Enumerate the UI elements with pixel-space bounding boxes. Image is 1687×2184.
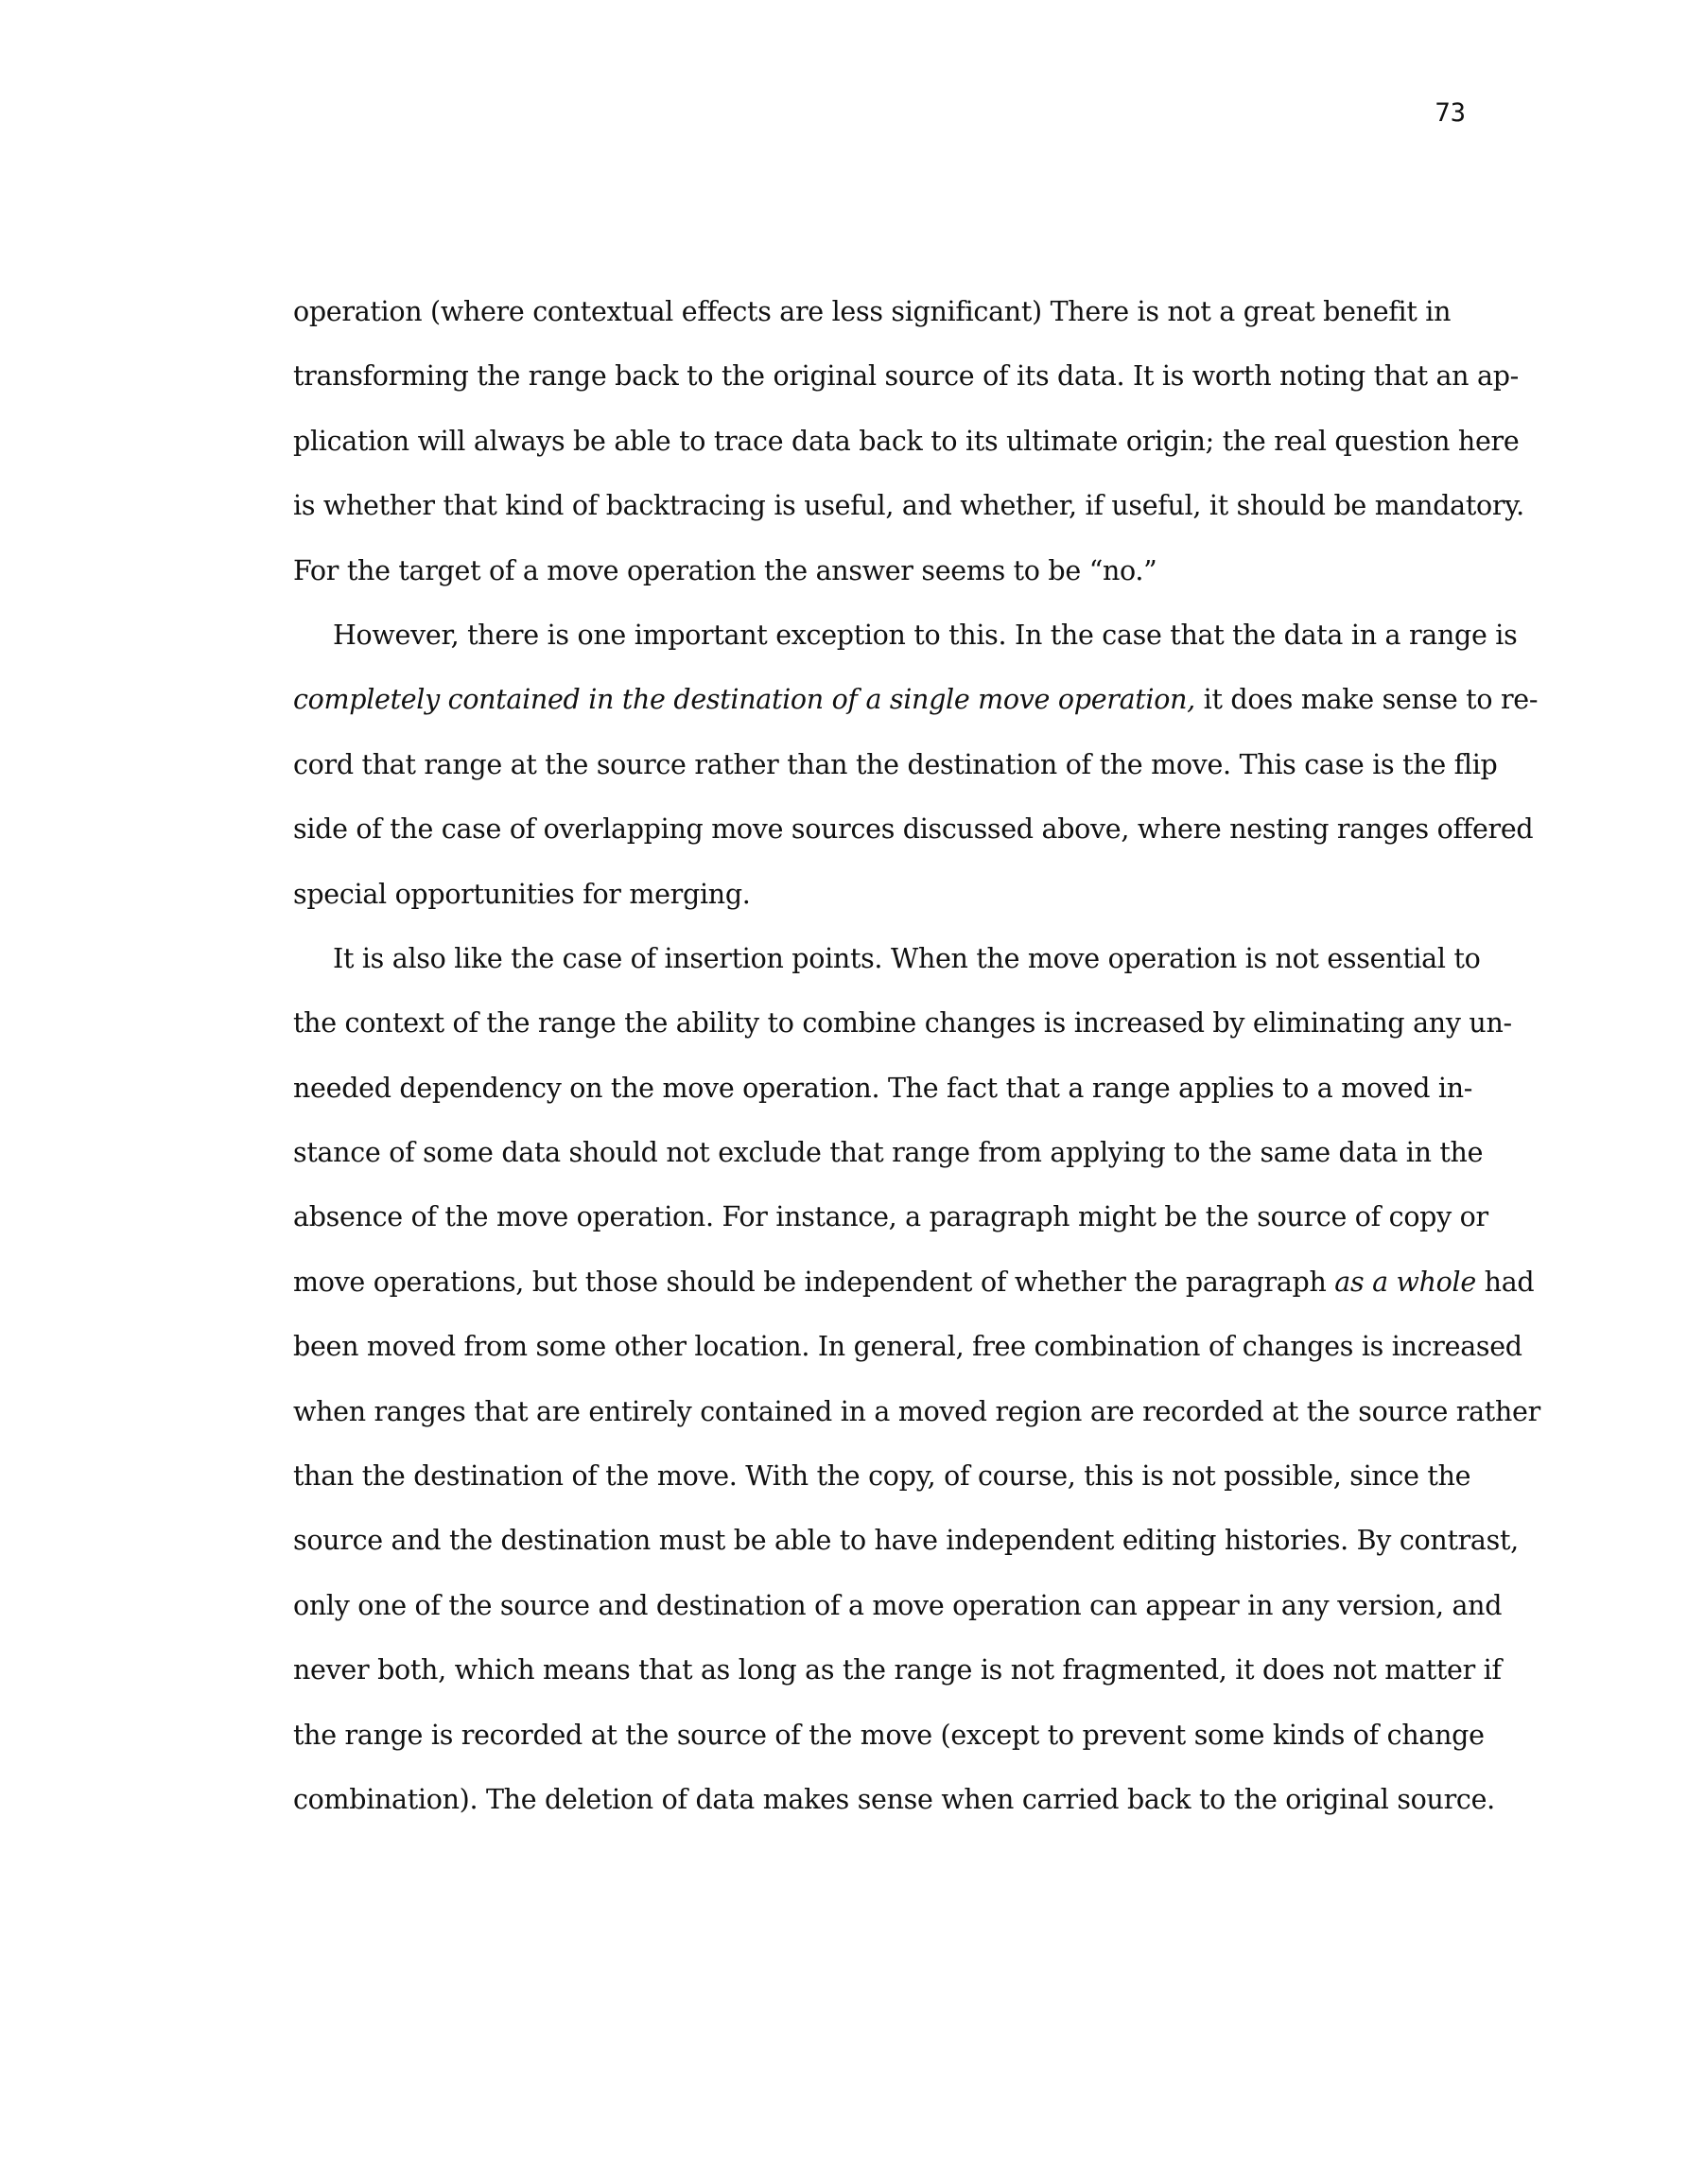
- text-line: It is also like the case of insertion points. When the move operation is not essential to: [333, 942, 1481, 974]
- text-line: when ranges that are entirely contained in a moved region are recorded at the source rather: [293, 1395, 1540, 1427]
- text-line: side of the case of overlapping move sources discussed above, where nesting ranges offered: [293, 813, 1534, 846]
- italic-phrase: completely contained in the destination of a single move operation,: [293, 684, 1195, 716]
- text-line: the range is recorded at the source of the move (except to prevent some kinds of change: [293, 1719, 1485, 1751]
- text-line: combination). The deletion of data makes sense when carried back to the original source.: [293, 1783, 1495, 1815]
- text-line: plication will always be able to trace data back to its ultimate origin; the real question here: [293, 425, 1520, 457]
- text-line: been moved from some other location. In general, free combination of changes is increased: [293, 1331, 1522, 1363]
- text-line: However, there is one important exception to this. In the case that the data in a range is: [333, 619, 1518, 651]
- text-line: the context of the range the ability to combine changes is increased by eliminating any un-: [293, 1007, 1512, 1040]
- text-line: operation (where contextual effects are less significant) There is not a great benefit in: [293, 296, 1452, 327]
- text-line: [293, 1250, 1535, 1315]
- text-span: it does make sense to re-: [1194, 684, 1539, 716]
- body-text: [293, 280, 1540, 1832]
- page-number: 73: [1435, 98, 1466, 128]
- text-line: than the destination of the move. With the copy, of course, this is not possible, since the: [293, 1460, 1471, 1493]
- text-line: source and the destination must be able to have independent editing histories. By contrast,: [293, 1525, 1519, 1557]
- text-line: absence of the move operation. For instance, a paragraph might be the source of copy or: [293, 1201, 1488, 1233]
- text-line: needed dependency on the move operation. The fact that a range applies to a moved in-: [293, 1072, 1473, 1104]
- text-line: is whether that kind of backtracing is useful, and whether, if useful, it should be mandatory.: [293, 490, 1524, 522]
- text-line: [293, 668, 1539, 732]
- text-line: cord that range at the source rather than the destination of the move. This case is the flip: [293, 748, 1498, 780]
- text-line: special opportunities for merging.: [293, 878, 751, 910]
- text-span: move operations, but those should be independent of whether the paragraph: [293, 1266, 1335, 1298]
- text-line: stance of some data should not exclude that range from applying to the same data in the: [293, 1137, 1484, 1169]
- text-line: For the target of a move operation the answer seems to be “no.”: [293, 554, 1157, 586]
- text-span: had: [1475, 1266, 1535, 1298]
- text-line: transforming the range back to the original source of its data. It is worth noting that an ap-: [293, 360, 1519, 393]
- italic-phrase: as a whole: [1334, 1266, 1476, 1298]
- text-line: never both, which means that as long as the range is not fragmented, it does not matter if: [293, 1654, 1502, 1686]
- text-line: only one of the source and destination of a move operation can appear in any version, and: [293, 1589, 1503, 1621]
